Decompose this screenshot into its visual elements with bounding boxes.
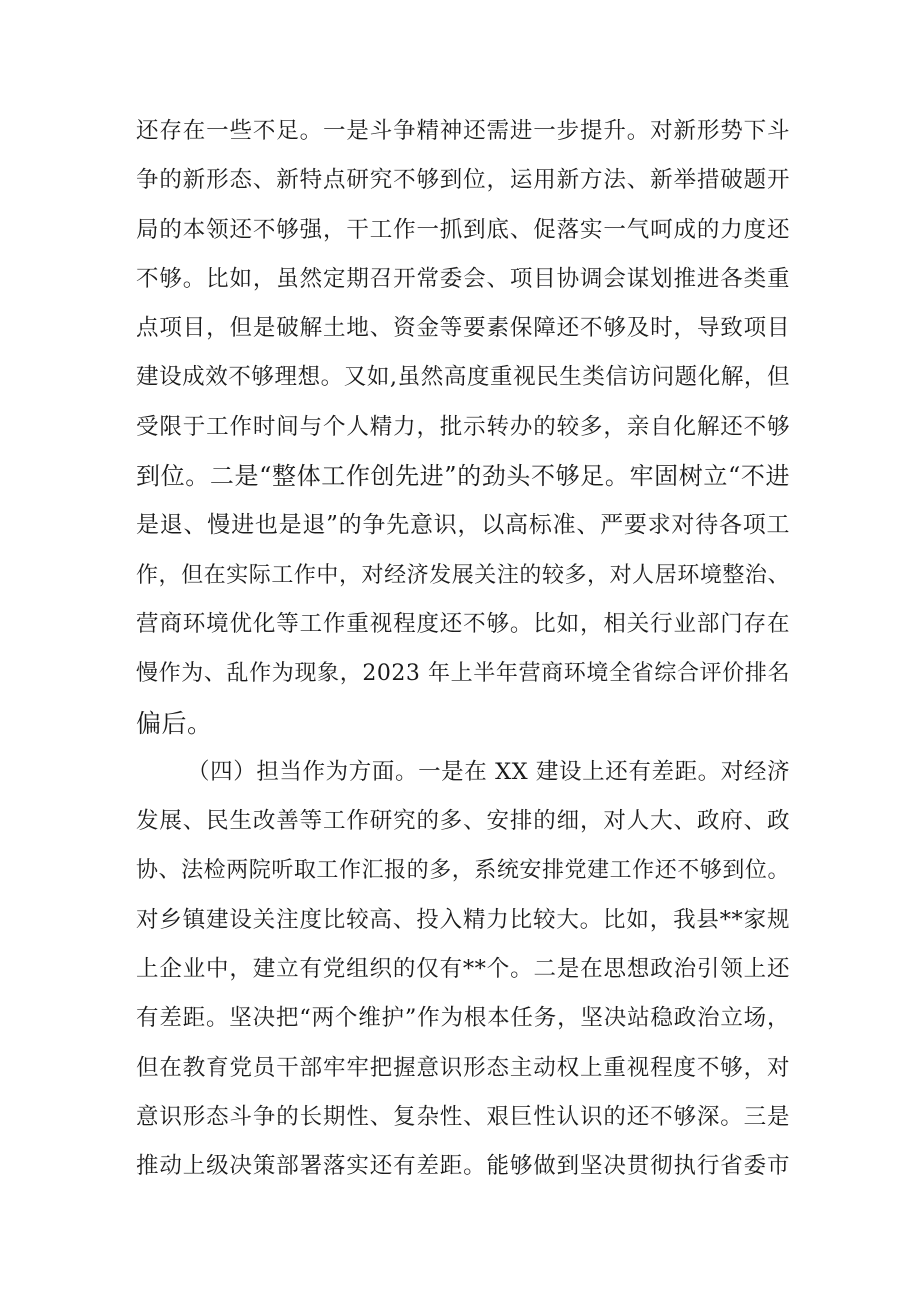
text-line-1: 还存在一些不足。一是斗争精神还需进一步提升。对新形势下斗: [136, 118, 790, 144]
text-line-8: 到位。二是“整体工作创先进”的劲头不够足。牢固树立“不进: [136, 462, 790, 491]
text-line-10: 作，但在实际工作中，对经济发展关注的较多，对人居环境整治、: [136, 562, 790, 588]
text-line-20: 但在教育党员干部牢牢把握意识形态主动权上重视程度不够，对: [136, 1054, 790, 1081]
text-line-16: 协、法检两院听取工作汇报的多，系统安排党建工作还不够到位。: [136, 858, 790, 884]
text-line-4: 不够。比如，虽然定期召开常委会、项目协调会谋划推进各类重: [136, 265, 790, 292]
text-line-15: 发展、民生改善等工作研究的多、安排的细，对人大、政府、政: [136, 808, 790, 835]
text-line-13: 偏后。: [136, 708, 213, 738]
text-line-9: 是退、慢进也是退”的争先意识，以高标准、严要求对待各项工: [136, 512, 790, 539]
text-line-21: 意识形态斗争的长期性、复杂性、艰巨性认识的还不够深。三是: [136, 1103, 790, 1130]
text-line-18: 上企业中，建立有党组织的仅有**个。二是在思想政治引领上还: [136, 956, 790, 983]
text-line-5: 点项目，但是破解土地、资金等要素保障还不够及时，导致项目: [136, 315, 790, 342]
text-line-6: 建设成效不够理想。又如,虽然高度重视民生类信访问题化解，但: [136, 364, 790, 391]
text-line-2: 争的新形态、新特点研究不够到位，运用新方法、新举措破题开: [136, 167, 790, 194]
text-line-3: 局的本领还不够强，干工作一抓到底、促落实一气呵成的力度还: [136, 216, 790, 243]
text-line-17: 对乡镇建设关注度比较高、投入精力比较大。比如，我县**家规: [136, 906, 790, 933]
text-line-11: 营商环境优化等工作重视程度还不够。比如，相关行业部门存在: [136, 610, 790, 637]
body-text: [136, 107, 790, 1192]
text-line-22: 推动上级决策部署落实还有差距。能够做到坚决贯彻执行省委市: [136, 1153, 790, 1180]
text-line-19: 有差距。坚决把“两个维护”作为根本任务，坚决站稳政治立场，: [136, 1005, 790, 1032]
text-line-7: 受限于工作时间与个人精力，批示转办的较多，亲自化解还不够: [136, 413, 790, 440]
text-line-14: （四）担当作为方面。一是在 XX 建设上还有差距。对经济: [187, 758, 790, 785]
text-line-12: 慢作为、乱作为现象，2023 年上半年营商环境全省综合评价排名: [136, 661, 790, 687]
